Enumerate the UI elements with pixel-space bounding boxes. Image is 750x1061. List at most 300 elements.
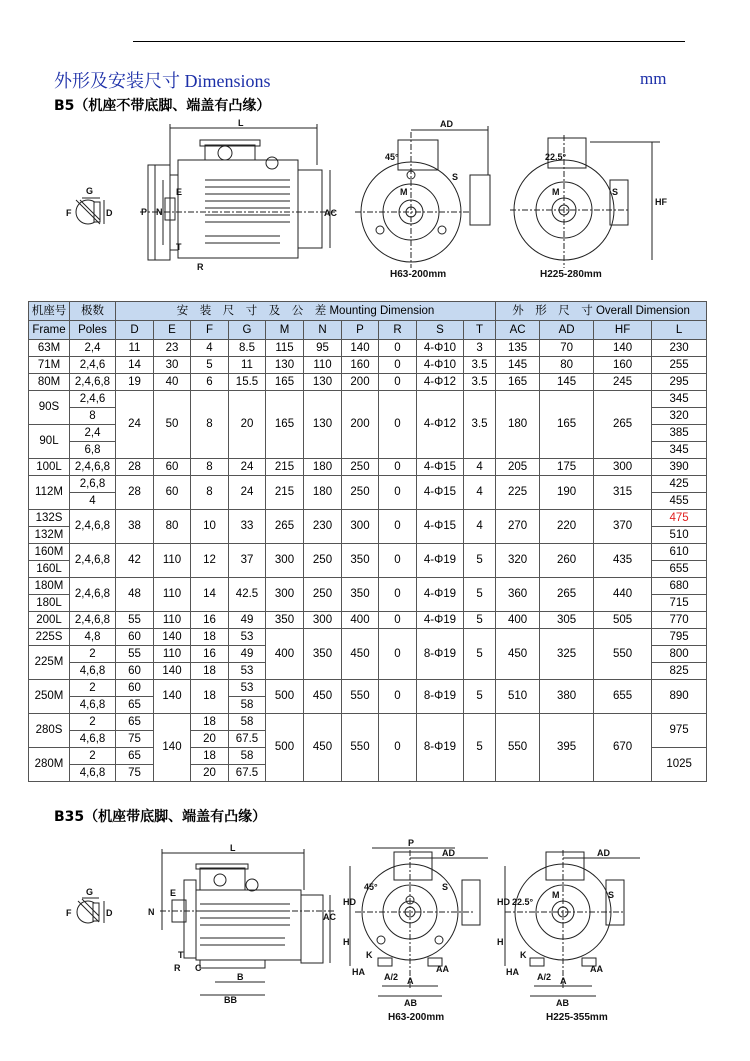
table-cell: 550: [342, 680, 379, 714]
table-cell: 205: [496, 459, 540, 476]
table-cell: 4-Φ15: [417, 476, 464, 510]
table-cell: 112M: [29, 476, 70, 510]
table-cell: 24: [229, 476, 266, 510]
label-F: F: [66, 908, 72, 918]
table-cell: 8-Φ19: [417, 629, 464, 680]
table-cell: 70: [540, 340, 594, 357]
table-cell: 100L: [29, 459, 70, 476]
b35-side-view: [148, 843, 336, 1005]
table-cell: 655: [594, 680, 652, 714]
table-cell: 55: [116, 646, 154, 663]
table-cell: 2,4: [70, 340, 116, 357]
table-row: [29, 612, 707, 629]
table-cell: 20: [191, 765, 229, 782]
table-cell: 5: [464, 629, 496, 680]
table-cell: 160L: [29, 561, 70, 578]
table-row: [29, 510, 707, 527]
table-cell: 14: [116, 357, 154, 374]
table-cell: 795: [652, 629, 707, 646]
table-cell: 350: [266, 612, 304, 629]
label-S: S: [608, 890, 615, 900]
table-cell: 16: [191, 612, 229, 629]
label-AD: AD: [597, 848, 610, 858]
table-cell: 140: [342, 340, 379, 357]
table-cell: 265: [540, 578, 594, 612]
label-S: S: [442, 882, 449, 892]
label-HD: HD: [343, 897, 356, 907]
table-cell: 250: [342, 476, 379, 510]
table-cell: 1025: [652, 748, 707, 782]
caption-h225-280: H225-280mm: [540, 269, 602, 280]
column-header-l: L: [652, 321, 707, 340]
table-cell: 680: [652, 578, 707, 595]
label-M: M: [552, 187, 560, 197]
label-H: H: [497, 937, 504, 947]
table-cell: 4-Φ19: [417, 544, 464, 578]
column-header-m: M: [266, 321, 304, 340]
table-cell: 440: [594, 578, 652, 612]
table-cell: 160M: [29, 544, 70, 561]
table-cell: 8: [191, 459, 229, 476]
table-cell: 0: [379, 714, 417, 782]
table-cell: 350: [342, 544, 379, 578]
table-cell: 10: [191, 510, 229, 544]
table-cell: 0: [379, 544, 417, 578]
table-cell: 2,4,6,8: [70, 374, 116, 391]
table-cell: 53: [229, 680, 266, 697]
table-cell: 4: [464, 510, 496, 544]
header-frame-cn: 机座号: [29, 302, 70, 321]
table-cell: 4-Φ15: [417, 459, 464, 476]
table-cell: 395: [540, 714, 594, 782]
table-cell: 400: [496, 612, 540, 629]
table-cell: 58: [229, 714, 266, 731]
label-L: L: [238, 118, 244, 128]
table-cell: 385: [652, 425, 707, 442]
table-row: [29, 544, 707, 561]
label-angle-22-5: 22.5°: [512, 897, 534, 907]
table-cell: 670: [594, 714, 652, 782]
table-cell: 350: [304, 629, 342, 680]
table-cell: 80: [154, 510, 191, 544]
label-angle-22-5: 22.5°: [545, 152, 567, 162]
table-cell: 110: [154, 646, 191, 663]
label-AB: AB: [556, 998, 569, 1008]
b35-shaft-section: [66, 887, 113, 923]
table-cell: 135: [496, 340, 540, 357]
table-cell: 30: [154, 357, 191, 374]
b35-subtitle: B35（机座带底脚、端盖有凸缘）: [54, 809, 267, 825]
table-cell: 8: [191, 391, 229, 459]
label-T: T: [176, 242, 182, 252]
table-cell: 15.5: [229, 374, 266, 391]
b35-end-view-small: [343, 838, 488, 1023]
table-row: [29, 459, 707, 476]
table-row: [29, 374, 707, 391]
table-cell: 140: [154, 680, 191, 714]
table-cell: 145: [496, 357, 540, 374]
label-G: G: [86, 887, 94, 897]
table-cell: 20: [229, 391, 266, 459]
table-cell: 4-Φ12: [417, 374, 464, 391]
table-cell: 305: [540, 612, 594, 629]
table-cell: 370: [594, 510, 652, 544]
table-cell: 295: [652, 374, 707, 391]
table-cell: 4-Φ12: [417, 391, 464, 459]
table-cell: 0: [379, 629, 417, 680]
table-cell: 60: [154, 476, 191, 510]
table-cell: 37: [229, 544, 266, 578]
table-cell: 80M: [29, 374, 70, 391]
table-cell: 49: [229, 646, 266, 663]
table-cell: 190: [540, 476, 594, 510]
table-cell: 175: [540, 459, 594, 476]
table-cell: 180: [304, 459, 342, 476]
table-cell: 5: [191, 357, 229, 374]
b5-shaft-section: [66, 186, 113, 224]
table-cell: 450: [304, 714, 342, 782]
table-cell: 8: [191, 476, 229, 510]
label-A: A: [407, 976, 414, 986]
table-cell: 345: [652, 442, 707, 459]
table-row: [29, 680, 707, 697]
table-cell: 55: [116, 612, 154, 629]
table-cell: 75: [116, 765, 154, 782]
table-cell: 24: [116, 391, 154, 459]
table-cell: 165: [266, 374, 304, 391]
label-AA: AA: [590, 964, 603, 974]
table-cell: 14: [191, 578, 229, 612]
label-AC: AC: [323, 912, 336, 922]
table-cell: 220: [540, 510, 594, 544]
table-cell: 140: [594, 340, 652, 357]
table-cell: 0: [379, 340, 417, 357]
table-cell: 250M: [29, 680, 70, 714]
b5-drawing: [0, 0, 750, 300]
table-row: [29, 340, 707, 357]
label-AD: AD: [440, 119, 453, 129]
table-cell: 2: [70, 714, 116, 731]
table-cell: 4,6,8: [70, 663, 116, 680]
table-cell: 0: [379, 459, 417, 476]
b5-end-view-small: [355, 119, 490, 280]
label-AA: AA: [436, 964, 449, 974]
table-cell: 320: [652, 408, 707, 425]
column-header-hf: HF: [594, 321, 652, 340]
table-cell: 715: [652, 595, 707, 612]
column-header-g: G: [229, 321, 266, 340]
cooling-fins: [200, 904, 290, 945]
table-cell: 18: [191, 629, 229, 646]
label-M: M: [400, 187, 408, 197]
column-header-d: D: [116, 321, 154, 340]
label-AB: AB: [404, 998, 417, 1008]
table-cell: 4: [191, 340, 229, 357]
table-cell: 450: [342, 629, 379, 680]
label-G: G: [86, 186, 94, 196]
table-cell: 2,4,6: [70, 391, 116, 408]
table-cell: 3.5: [464, 391, 496, 459]
table-cell: 6: [191, 374, 229, 391]
table-cell: 180: [496, 391, 540, 459]
table-cell: 300: [266, 578, 304, 612]
table-cell: 890: [652, 680, 707, 714]
table-cell: 5: [464, 714, 496, 782]
table-cell: 115: [266, 340, 304, 357]
b35-drawing: [0, 820, 750, 1050]
table-cell: 265: [594, 391, 652, 459]
table-cell: 4-Φ10: [417, 340, 464, 357]
header-mounting: 安 装 尺 寸 及 公 差 Mounting Dimension: [116, 302, 496, 321]
label-F: F: [66, 208, 72, 218]
label-HA: HA: [352, 967, 365, 977]
table-cell: 225S: [29, 629, 70, 646]
table-cell: 132M: [29, 527, 70, 544]
table-cell: 4-Φ15: [417, 510, 464, 544]
table-cell: 42: [116, 544, 154, 578]
label-R: R: [197, 262, 204, 272]
label-BB: BB: [224, 995, 237, 1005]
column-header-frame: Frame: [29, 321, 70, 340]
table-cell: 5: [464, 578, 496, 612]
table-cell: 90S: [29, 391, 70, 425]
table-cell: 975: [652, 714, 707, 748]
label-M: M: [552, 890, 560, 900]
table-cell: 2: [70, 748, 116, 765]
table-cell: 8-Φ19: [417, 680, 464, 714]
table-cell: 500: [266, 714, 304, 782]
table-cell: 67.5: [229, 731, 266, 748]
table-cell: 130: [266, 357, 304, 374]
table-cell: 4: [70, 493, 116, 510]
label-K: K: [520, 950, 527, 960]
table-cell: 42.5: [229, 578, 266, 612]
header-overall: 外 形 尺 寸 Overall Dimension: [496, 302, 707, 321]
table-cell: 550: [496, 714, 540, 782]
table-cell: 825: [652, 663, 707, 680]
table-cell: 6,8: [70, 442, 116, 459]
label-HF: HF: [655, 197, 667, 207]
table-cell: 215: [266, 459, 304, 476]
label-HD: HD: [497, 897, 510, 907]
table-cell: 510: [652, 527, 707, 544]
table-cell: 71M: [29, 357, 70, 374]
caption-h225-355: H225-355mm: [546, 1012, 608, 1023]
table-cell: 140: [154, 629, 191, 646]
table-cell: 180M: [29, 578, 70, 595]
table-cell: 28: [116, 459, 154, 476]
table-cell: 4,8: [70, 629, 116, 646]
table-cell: 180L: [29, 595, 70, 612]
table-cell: 550: [594, 629, 652, 680]
table-cell: 250: [342, 459, 379, 476]
table-cell: 165: [496, 374, 540, 391]
table-cell: 60: [154, 459, 191, 476]
table-cell: 18: [191, 748, 229, 765]
table-cell: 450: [496, 629, 540, 680]
table-cell: 320: [496, 544, 540, 578]
table-cell: 140: [154, 663, 191, 680]
table-cell: 300: [304, 612, 342, 629]
table-cell: 58: [229, 697, 266, 714]
label-S: S: [452, 172, 459, 182]
table-row: [29, 476, 707, 493]
label-A-half: A/2: [384, 972, 399, 982]
table-cell: 65: [116, 714, 154, 731]
table-cell: 0: [379, 476, 417, 510]
label-angle-45: 45°: [385, 152, 399, 162]
table-cell: 8: [70, 408, 116, 425]
table-cell: 225M: [29, 646, 70, 680]
table-cell: 2,4,6: [70, 357, 116, 374]
label-T: T: [178, 950, 184, 960]
label-R: R: [174, 963, 181, 973]
table-cell: 24: [229, 459, 266, 476]
table-cell: 250: [304, 544, 342, 578]
table-cell: 160: [342, 357, 379, 374]
table-cell: 53: [229, 629, 266, 646]
table-cell: 0: [379, 578, 417, 612]
table-cell: 140: [154, 714, 191, 782]
table-cell: 4-Φ19: [417, 578, 464, 612]
table-cell: 18: [191, 680, 229, 714]
label-B: B: [237, 972, 244, 982]
table-cell: 38: [116, 510, 154, 544]
table-cell: 2,4,6,8: [70, 459, 116, 476]
table-cell: 12: [191, 544, 229, 578]
table-cell: 33: [229, 510, 266, 544]
table-cell: 49: [229, 612, 266, 629]
table-cell: 8-Φ19: [417, 714, 464, 782]
table-cell: 550: [342, 714, 379, 782]
label-N: N: [156, 207, 163, 217]
label-E: E: [176, 187, 183, 197]
table-cell: 2,4,6,8: [70, 544, 116, 578]
label-P: P: [141, 207, 148, 217]
table-row: [29, 357, 707, 374]
table-cell: 435: [594, 544, 652, 578]
label-angle-45: 45°: [364, 882, 378, 892]
table-cell: 67.5: [229, 765, 266, 782]
column-header-r: R: [379, 321, 417, 340]
table-cell: 2: [70, 646, 116, 663]
table-cell: 4: [464, 459, 496, 476]
table-cell: 80: [540, 357, 594, 374]
column-header-t: T: [464, 321, 496, 340]
table-cell: 0: [379, 680, 417, 714]
table-cell: 110: [154, 612, 191, 629]
table-cell: 3: [464, 340, 496, 357]
table-cell: 60: [116, 629, 154, 646]
table-cell: 475: [652, 510, 707, 527]
table-cell: 400: [342, 612, 379, 629]
column-header-ad: AD: [540, 321, 594, 340]
table-cell: 132S: [29, 510, 70, 527]
caption-h63-200: H63-200mm: [388, 1012, 445, 1023]
table-cell: 160: [594, 357, 652, 374]
table-cell: 165: [540, 391, 594, 459]
table-cell: 425: [652, 476, 707, 493]
table-cell: 16: [191, 646, 229, 663]
table-cell: 325: [540, 629, 594, 680]
page-title: 外形及安装尺寸 Dimensions: [54, 71, 271, 91]
table-cell: 225: [496, 476, 540, 510]
table-cell: 450: [304, 680, 342, 714]
table-row: [29, 391, 707, 408]
table-cell: 65: [116, 697, 154, 714]
table-cell: 60: [116, 680, 154, 697]
label-H: H: [343, 937, 350, 947]
label-C: C: [195, 963, 202, 973]
table-cell: 200: [342, 391, 379, 459]
table-cell: 23: [154, 340, 191, 357]
table-cell: 270: [496, 510, 540, 544]
table-cell: 345: [652, 391, 707, 408]
table-cell: 48: [116, 578, 154, 612]
column-header-poles: Poles: [70, 321, 116, 340]
table-cell: 95: [304, 340, 342, 357]
b5-side-view: [140, 118, 337, 272]
table-cell: 230: [652, 340, 707, 357]
table-cell: 11: [229, 357, 266, 374]
column-header-f: F: [191, 321, 229, 340]
table-cell: 11: [116, 340, 154, 357]
table-cell: 0: [379, 374, 417, 391]
table-cell: 0: [379, 391, 417, 459]
table-cell: 4,6,8: [70, 731, 116, 748]
table-cell: 215: [266, 476, 304, 510]
table-cell: 4-Φ19: [417, 612, 464, 629]
table-cell: 130: [304, 374, 342, 391]
table-cell: 2,4,6,8: [70, 578, 116, 612]
table-cell: 53: [229, 663, 266, 680]
table-cell: 230: [304, 510, 342, 544]
table-cell: 200: [342, 374, 379, 391]
label-A-half: A/2: [537, 972, 552, 982]
table-cell: 20: [191, 731, 229, 748]
table-cell: 2,4,6,8: [70, 612, 116, 629]
table-cell: 145: [540, 374, 594, 391]
label-E: E: [170, 888, 177, 898]
label-L: L: [230, 843, 236, 853]
column-header-e: E: [154, 321, 191, 340]
table-cell: 50: [154, 391, 191, 459]
label-P: P: [408, 838, 415, 848]
table-cell: 63M: [29, 340, 70, 357]
table-cell: 4: [464, 476, 496, 510]
b35-end-view-large: [497, 848, 640, 1023]
column-header-n: N: [304, 321, 342, 340]
caption-h63-200: H63-200mm: [390, 269, 447, 280]
table-cell: 380: [540, 680, 594, 714]
label-D: D: [106, 208, 113, 218]
label-AD: AD: [442, 848, 455, 858]
label-AC: AC: [324, 208, 337, 218]
table-cell: 110: [304, 357, 342, 374]
table-cell: 265: [266, 510, 304, 544]
table-cell: 300: [342, 510, 379, 544]
table-cell: 2,6,8: [70, 476, 116, 493]
table-cell: 58: [229, 748, 266, 765]
table-cell: 60: [116, 663, 154, 680]
table-cell: 5: [464, 544, 496, 578]
table-cell: 300: [266, 544, 304, 578]
table-cell: 4,6,8: [70, 697, 116, 714]
table-cell: 110: [154, 578, 191, 612]
table-cell: 18: [191, 714, 229, 731]
table-cell: 280S: [29, 714, 70, 748]
table-cell: 610: [652, 544, 707, 561]
